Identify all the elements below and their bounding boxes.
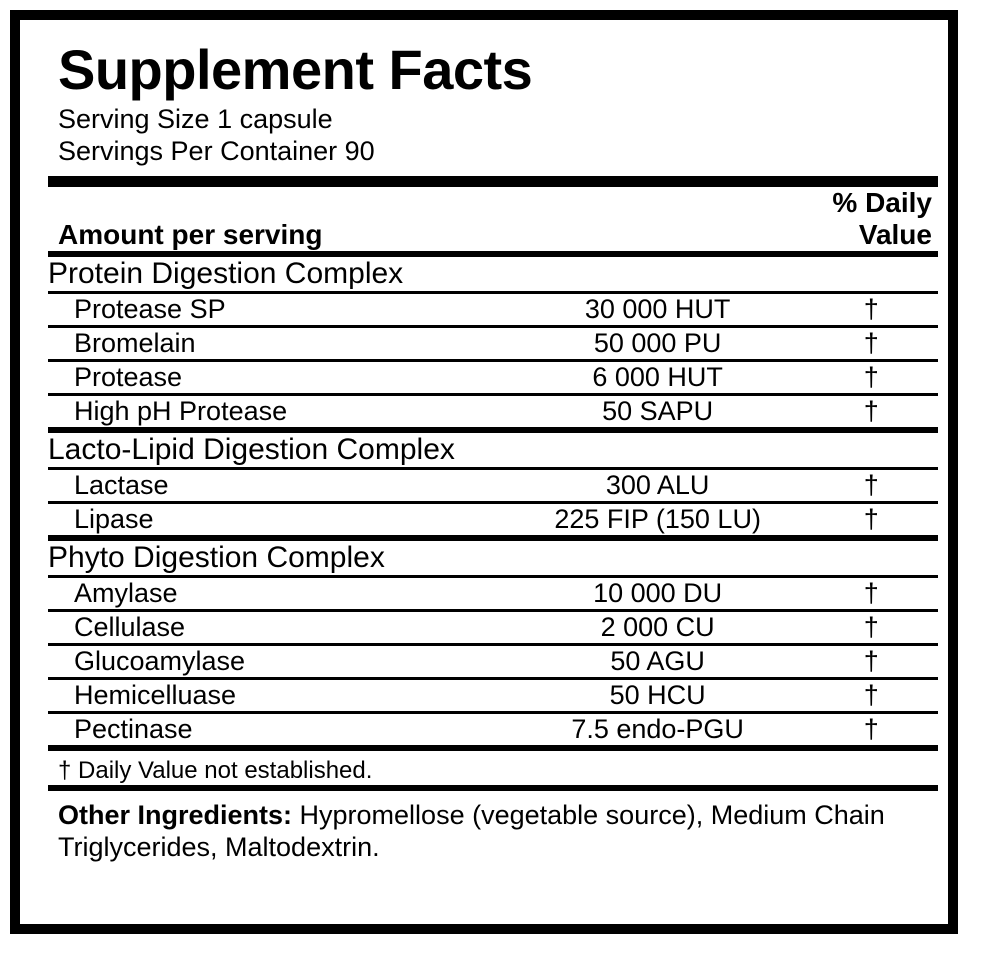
table-row	[48, 612, 938, 645]
table-row	[48, 470, 938, 503]
item-name: Protease SP	[74, 293, 226, 324]
item-daily-value: †	[863, 679, 879, 710]
item-name: Cellulase	[74, 611, 186, 642]
servings-per-container-text: Servings Per Container 90	[58, 135, 375, 166]
item-daily-value: †	[863, 611, 879, 642]
nutrition-table	[48, 187, 938, 745]
serving-size-text: Serving Size 1 capsule	[58, 104, 333, 134]
page-title: Supplement Facts	[58, 38, 533, 101]
item-name: Pectinase	[74, 713, 193, 744]
table-row	[48, 396, 938, 430]
group-heading-row	[48, 433, 938, 469]
supplement-facts-content	[48, 34, 938, 864]
item-daily-value: †	[863, 327, 879, 358]
table-row	[48, 578, 938, 611]
item-amount: 7.5 endo-PGU	[571, 713, 744, 744]
group-name: Phyto Digestion Complex	[48, 540, 385, 574]
item-name: Amylase	[74, 577, 178, 608]
table-row	[48, 294, 938, 327]
item-daily-value: †	[863, 395, 879, 426]
item-name: Lactase	[74, 469, 169, 500]
item-name: High pH Protease	[74, 395, 288, 426]
item-amount: 50 HCU	[609, 679, 706, 710]
item-daily-value: †	[863, 713, 879, 744]
group-heading-row	[48, 257, 938, 293]
item-amount: 50 000 PU	[593, 327, 722, 358]
group-name: Protein Digestion Complex	[48, 256, 404, 290]
item-name: Bromelain	[74, 327, 196, 358]
item-daily-value: †	[863, 503, 879, 534]
divider-thick-top	[48, 176, 938, 187]
item-daily-value: †	[863, 361, 879, 392]
column-header-amount: Amount per serving	[58, 218, 323, 250]
item-amount: 50 AGU	[610, 645, 705, 676]
item-name: Lipase	[74, 503, 154, 534]
item-name: Glucoamylase	[74, 645, 246, 676]
table-row	[48, 362, 938, 395]
table-header-row	[48, 187, 938, 254]
table-row	[48, 328, 938, 361]
item-name: Protease	[74, 361, 183, 392]
group-name: Lacto-Lipid Digestion Complex	[48, 432, 455, 466]
divider-above-other-ingredients	[48, 785, 938, 791]
column-header-daily-value: % Daily Value	[832, 186, 932, 250]
item-daily-value: †	[863, 469, 879, 500]
item-amount: 2 000 CU	[600, 611, 715, 642]
other-ingredients-text: Hypromellose (vegetable source), Medium Chain Triglycerides, Maltodextrin.	[58, 799, 885, 863]
group-heading-row	[48, 541, 938, 577]
other-ingredients-label: Other Ingredients:	[58, 799, 293, 830]
item-daily-value: †	[863, 645, 879, 676]
item-amount: 225 FIP (150 LU)	[554, 503, 761, 534]
item-amount: 10 000 DU	[593, 577, 723, 608]
table-row	[48, 646, 938, 679]
item-amount: 50 SAPU	[602, 395, 714, 426]
item-amount: 30 000 HUT	[584, 293, 731, 324]
other-ingredients	[58, 799, 938, 864]
item-daily-value: †	[863, 293, 879, 324]
item-daily-value: †	[863, 577, 879, 608]
table-row	[48, 680, 938, 713]
table-row	[48, 504, 938, 538]
item-amount: 6 000 HUT	[592, 361, 723, 392]
item-amount: 300 ALU	[605, 469, 710, 500]
item-name: Hemicelluase	[74, 679, 237, 710]
table-row	[48, 714, 938, 745]
supplement-facts-panel	[10, 10, 958, 934]
divider-below-table	[48, 745, 938, 751]
daily-value-footnote: † Daily Value not established.	[58, 756, 373, 784]
